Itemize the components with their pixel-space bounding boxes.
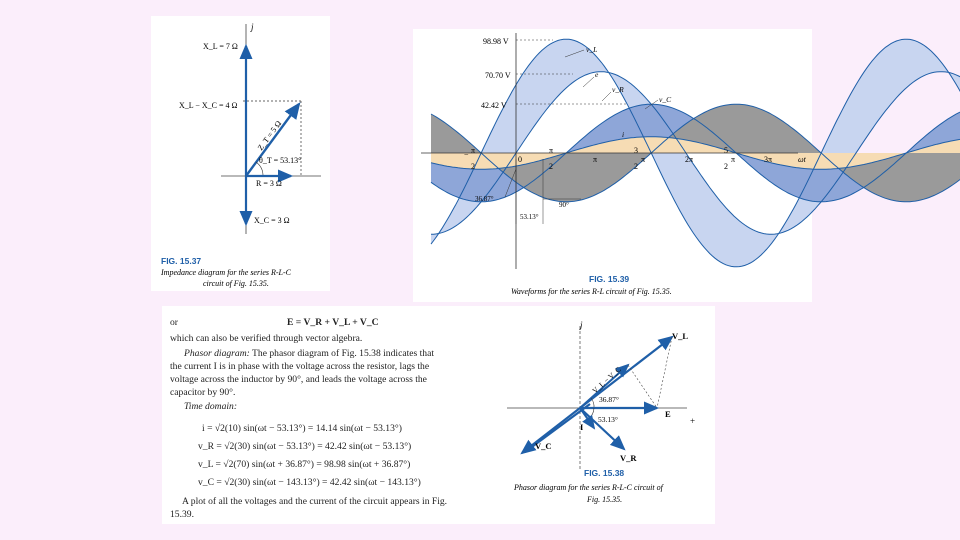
vc-curve-label: v_C <box>659 95 672 104</box>
eq-vc: v_C = √2(30) sin(ωt − 143.13°) = 42.42 sin(ωt − 143.13°) <box>198 477 421 488</box>
zt-label: Z_T = 5 Ω <box>255 119 284 152</box>
e-curve-label: e <box>595 70 599 79</box>
i-label: I <box>580 422 584 432</box>
phasor-text-2: the current I is in phase with the voltage across the resistor, lags the <box>170 361 430 372</box>
tick-5pi2-sym: π <box>731 155 736 164</box>
omega-t-label: ωt <box>798 155 806 164</box>
eq-vr: v_R = √2(30) sin(ωt − 53.13°) = 42.42 sin(ωt − 53.13°) <box>198 441 412 452</box>
angle-36-87: 36.87° <box>475 195 494 203</box>
tick-2pi: 2π <box>685 155 694 164</box>
phasor-diagram-heading: Phasor diagram: <box>184 348 250 359</box>
zt-phasor <box>246 104 302 176</box>
figure-label: FIG. 15.37 <box>161 256 202 266</box>
y-label-42-42: 42.42 V <box>481 101 507 110</box>
y-label-98-98: 98.98 V <box>483 37 509 46</box>
phasor-diagram <box>162 306 715 524</box>
eq-vl: v_L = √2(70) sin(ωt + 36.87°) = 98.98 sin(ωt + 36.87°) <box>198 459 411 470</box>
plot-text-1: A plot of all the voltages and the current of the circuit appears in Fig. <box>182 496 448 507</box>
vl-label: V_L <box>672 331 689 341</box>
figure-caption: Waveforms for the series R-L circuit of Fig. 15.35. <box>511 287 672 296</box>
figure-caption-line2: circuit of Fig. 15.35. <box>203 279 269 288</box>
tick-pi: π <box>593 155 598 164</box>
tick-5pi2-num: 5 <box>724 146 728 155</box>
vl-phasor <box>580 337 672 408</box>
figure-caption: Phasor diagram for the series R-L-C circuit of <box>514 483 663 492</box>
vr-label: V_R <box>620 453 637 463</box>
tick-zero: 0 <box>518 155 522 164</box>
tick-3pi2-sym: π <box>641 155 646 164</box>
angle-53-13: 53.13° <box>598 415 618 424</box>
waveform-panel <box>413 29 812 302</box>
figure-caption-line2: Fig. 15.35. <box>587 495 623 504</box>
waveform-plot <box>413 29 812 302</box>
impedance-diagram <box>151 16 330 291</box>
tick-neg-pi2-den: 2 <box>471 162 475 171</box>
text-panel <box>162 306 715 524</box>
text-verified: which can also be verified through vector algebra. <box>170 333 363 344</box>
tick-3pi: 3π <box>764 155 773 164</box>
figure-label: FIG. 15.39 <box>589 274 630 284</box>
impedance-diagram-panel <box>151 16 330 291</box>
xlxc-label: X_L − X_C = 4 Ω <box>179 101 238 110</box>
tick-3pi2-num: 3 <box>634 146 638 155</box>
figure-caption: Impedance diagram for the series R-L-C <box>161 268 291 277</box>
positive-direction: + <box>690 416 696 426</box>
tick-5pi2-den: 2 <box>724 162 728 171</box>
phasor-j-label: j <box>580 320 583 330</box>
vl-curve-label: v_L <box>586 45 598 54</box>
y-label-70-70: 70.70 V <box>485 71 511 80</box>
xc-label: X_C = 3 Ω <box>254 216 290 225</box>
figure-label: FIG. 15.38 <box>584 468 625 478</box>
tick-pi2-den: 2 <box>549 162 553 171</box>
time-domain-heading: Time domain: <box>184 401 238 412</box>
vc-label: V_C <box>535 441 552 451</box>
tick-3pi2-den: 2 <box>634 162 638 171</box>
angle-36-87: 36.87° <box>599 395 619 404</box>
r-label: R = 3 Ω <box>256 179 282 188</box>
phasor-text-4: capacitor by 90°. <box>170 387 236 398</box>
j-axis-label: j <box>251 22 254 32</box>
angle-53-13: 53.13° <box>520 213 539 221</box>
angle-90: 90° <box>559 201 569 209</box>
vl-minus-vc-label: V_L − V_C <box>590 364 623 396</box>
tick-pi2-num: π <box>549 146 554 155</box>
tick-neg-pi2-sign: − <box>464 150 469 159</box>
xl-label: X_L = 7 Ω <box>203 42 238 51</box>
kvl-equation: E = V_R + V_L + V_C <box>287 317 379 328</box>
text-or: or <box>170 317 178 328</box>
plot-text-2: 15.39. <box>170 509 194 520</box>
eq-current: i = √2(10) sin(ωt − 53.13°) = 14.14 sin(ωt − 53.13°) <box>202 423 402 434</box>
e-label: E <box>665 409 671 419</box>
theta-label: θ_T = 53.13° <box>259 156 302 165</box>
i-curve-label: i <box>622 130 625 139</box>
phasor-text-3: voltage across the inductor by 90°, and leads the voltage across the <box>170 374 427 385</box>
vr-curve-label: v_R <box>612 85 624 94</box>
tick-neg-pi2-num: π <box>471 146 476 155</box>
phasor-text-1: The phasor diagram of Fig. 15.38 indicates that <box>249 348 435 359</box>
